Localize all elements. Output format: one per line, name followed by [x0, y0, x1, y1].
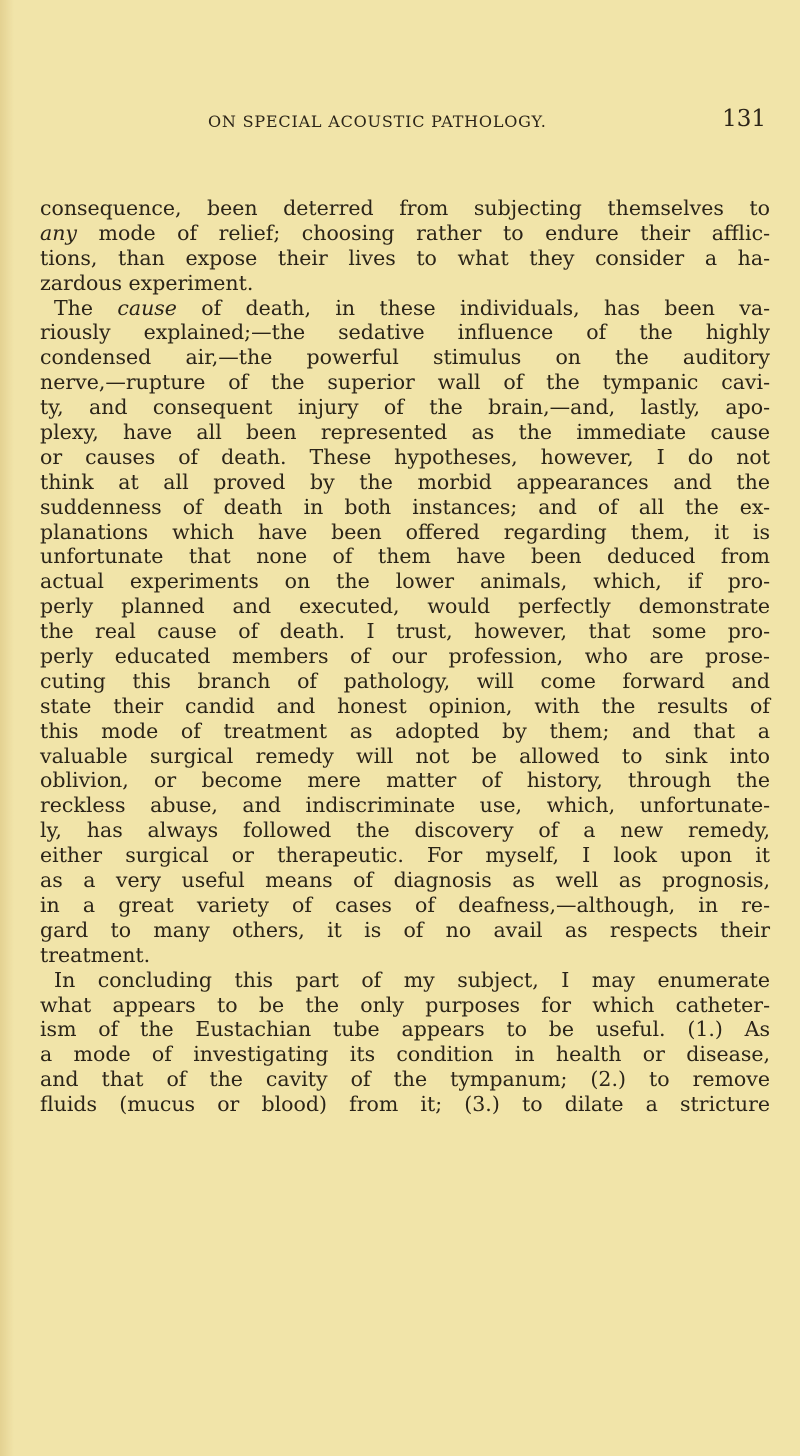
- line-text: or causes of death. These hypotheses, however, I do not: [40, 444, 770, 469]
- line-text: treatment.: [40, 942, 151, 967]
- text-line: [40, 893, 770, 918]
- text-line: [40, 868, 770, 893]
- line-text: as a very useful means of diagnosis as well as prognosis,: [40, 868, 770, 893]
- line-text: the real cause of death. I trust, however, that some pro-: [40, 619, 770, 644]
- line-text: mode of relief; choosing rather to endure their afflic-: [77, 220, 770, 245]
- italic-text: cause: [117, 295, 177, 320]
- text-line: [40, 221, 770, 246]
- text-line: [40, 495, 770, 520]
- line-text: either surgical or therapeutic. For myself, I look upon it: [40, 843, 770, 868]
- line-text: consequence, been deterred from subjecting themselves to: [40, 196, 770, 220]
- text-line: [40, 793, 770, 818]
- text-line: [40, 943, 770, 968]
- line-text: of death, in these individuals, has been va-: [176, 295, 770, 320]
- text-line: [40, 1017, 770, 1042]
- line-text: ism of the Eustachian tube appears to be useful. (1.) As: [40, 1017, 770, 1042]
- text-line: [40, 918, 770, 943]
- text-line: [40, 544, 770, 569]
- line-text: reckless abuse, and indiscriminate use, which, unfortunate-: [40, 793, 770, 818]
- text-line: [40, 594, 770, 619]
- line-text: In concluding this part of my subject, I may enumerate: [54, 967, 770, 992]
- line-text: suddenness of death in both instances; and of all the ex-: [40, 494, 770, 519]
- line-text: think at all proved by the morbid appearances and the: [40, 469, 770, 494]
- line-text: tions, than expose their lives to what they consider a ha-: [40, 245, 770, 270]
- text-line: [40, 296, 770, 321]
- line-text: condensed air,—the powerful stimulus on the auditory: [40, 345, 770, 370]
- text-line: [40, 993, 770, 1018]
- line-text: a mode of investigating its condition in health or disease,: [40, 1042, 770, 1067]
- text-line: [40, 271, 770, 296]
- line-text: zardous experiment.: [40, 270, 254, 295]
- text-line: [40, 395, 770, 420]
- text-line: [40, 843, 770, 868]
- line-text: plexy, have all been represented as the immediate cause: [40, 420, 770, 445]
- line-text: gard to many others, it is of no avail as respects their: [40, 917, 770, 942]
- line-text: perly planned and executed, would perfectly demonstrate: [40, 594, 770, 619]
- text-line: [40, 669, 770, 694]
- line-text: unfortunate that none of them have been deduced from: [40, 544, 770, 569]
- line-text: actual experiments on the lower animals, which, if pro-: [40, 569, 770, 594]
- text-line: [40, 968, 770, 993]
- text-line: [40, 1067, 770, 1092]
- text-line: [40, 694, 770, 719]
- text-line: [40, 818, 770, 843]
- line-text: planations which have been offered regarding them, it is: [40, 519, 770, 544]
- italic-text: any: [40, 220, 78, 245]
- line-text: what appears to be the only purposes for which catheter-: [40, 992, 770, 1017]
- text-line: [40, 520, 770, 545]
- text-line: [40, 420, 770, 445]
- page-header: [40, 106, 770, 138]
- line-text: this mode of treatment as adopted by them; and that a: [40, 718, 770, 743]
- text-line: [40, 619, 770, 644]
- text-line: [40, 744, 770, 769]
- text-line: [40, 370, 770, 395]
- line-text: and that of the cavity of the tympanum; (2.) to remove: [40, 1067, 770, 1092]
- body-text: [40, 196, 770, 1117]
- text-line: [40, 246, 770, 271]
- line-text: nerve,—rupture of the superior wall of the tympanic cavi-: [40, 370, 770, 395]
- text-line: [40, 1092, 770, 1117]
- text-line: [40, 345, 770, 370]
- text-line: [40, 569, 770, 594]
- text-line: [40, 644, 770, 669]
- page-gutter-shadow: [0, 0, 14, 1456]
- line-text: valuable surgical remedy will not be allowed to sink into: [40, 743, 770, 768]
- line-text: fluids (mucus or blood) from it; (3.) to dilate a stricture: [40, 1092, 770, 1117]
- line-text: perly educated members of our profession, who are prose-: [40, 644, 770, 669]
- text-line: [40, 320, 770, 345]
- text-line: [40, 1042, 770, 1067]
- line-text: The: [54, 295, 118, 320]
- line-text: ty, and consequent injury of the brain,—and, lastly, apo-: [40, 395, 770, 420]
- text-line: [40, 445, 770, 470]
- running-title: ON SPECIAL ACOUSTIC PATHOLOGY.: [208, 112, 547, 131]
- line-text: in a great variety of cases of deafness,—although, in re-: [40, 892, 770, 917]
- page-number: 131: [722, 106, 766, 132]
- line-text: state their candid and honest opinion, with the results of: [40, 693, 770, 718]
- text-line: [40, 719, 770, 744]
- line-text: cuting this branch of pathology, will come forward and: [40, 668, 770, 693]
- text-line: [40, 470, 770, 495]
- line-text: ly, has always followed the discovery of a new remedy,: [40, 818, 770, 843]
- line-text: riously explained;—the sedative influence of the highly: [40, 320, 770, 345]
- text-line: [40, 768, 770, 793]
- line-text: oblivion, or become mere matter of history, through the: [40, 768, 770, 793]
- text-line: [40, 196, 770, 221]
